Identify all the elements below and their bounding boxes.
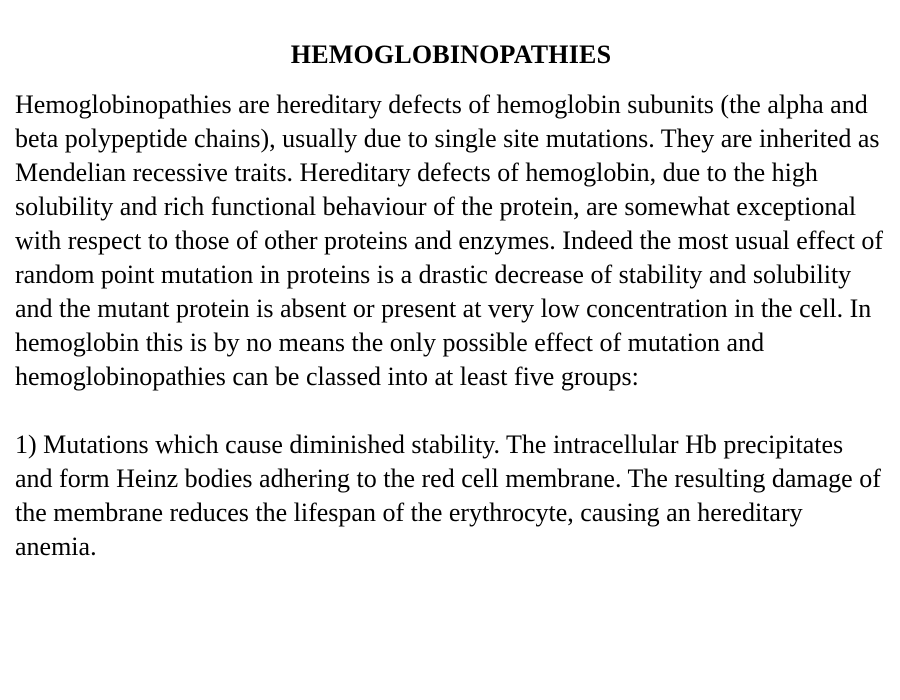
document-page	[15, 38, 887, 564]
group-1-paragraph: 1) Mutations which cause diminished stability. The intracellular Hb precipitates and form Heinz bodies adhering to the red cell membrane. The resulting damage of the membrane reduces the lifespan of the erythrocyte, causing an hereditary anemia.	[15, 430, 881, 561]
intro-paragraph: Hemoglobinopathies are hereditary defects of hemoglobin subunits (the alpha and beta polypeptide chains), usually due to single site mutations. They are inherited as Mendelian recessive traits. Hereditary defects of hemoglobin, due to the high solubility and rich functional behaviour of the protein, are somewhat exceptional with respect to those of other proteins and enzymes. Indeed the most usual effect of random point mutation in proteins is a drastic decrease of stability and solubility and the mutant protein is absent or present at very low concentration in the cell. In hemoglobin this is by no means the only possible effect of mutation and hemoglobinopathies can be classed into at least five groups:	[15, 90, 884, 391]
document-title: HEMOGLOBINOPATHIES	[290, 40, 612, 69]
